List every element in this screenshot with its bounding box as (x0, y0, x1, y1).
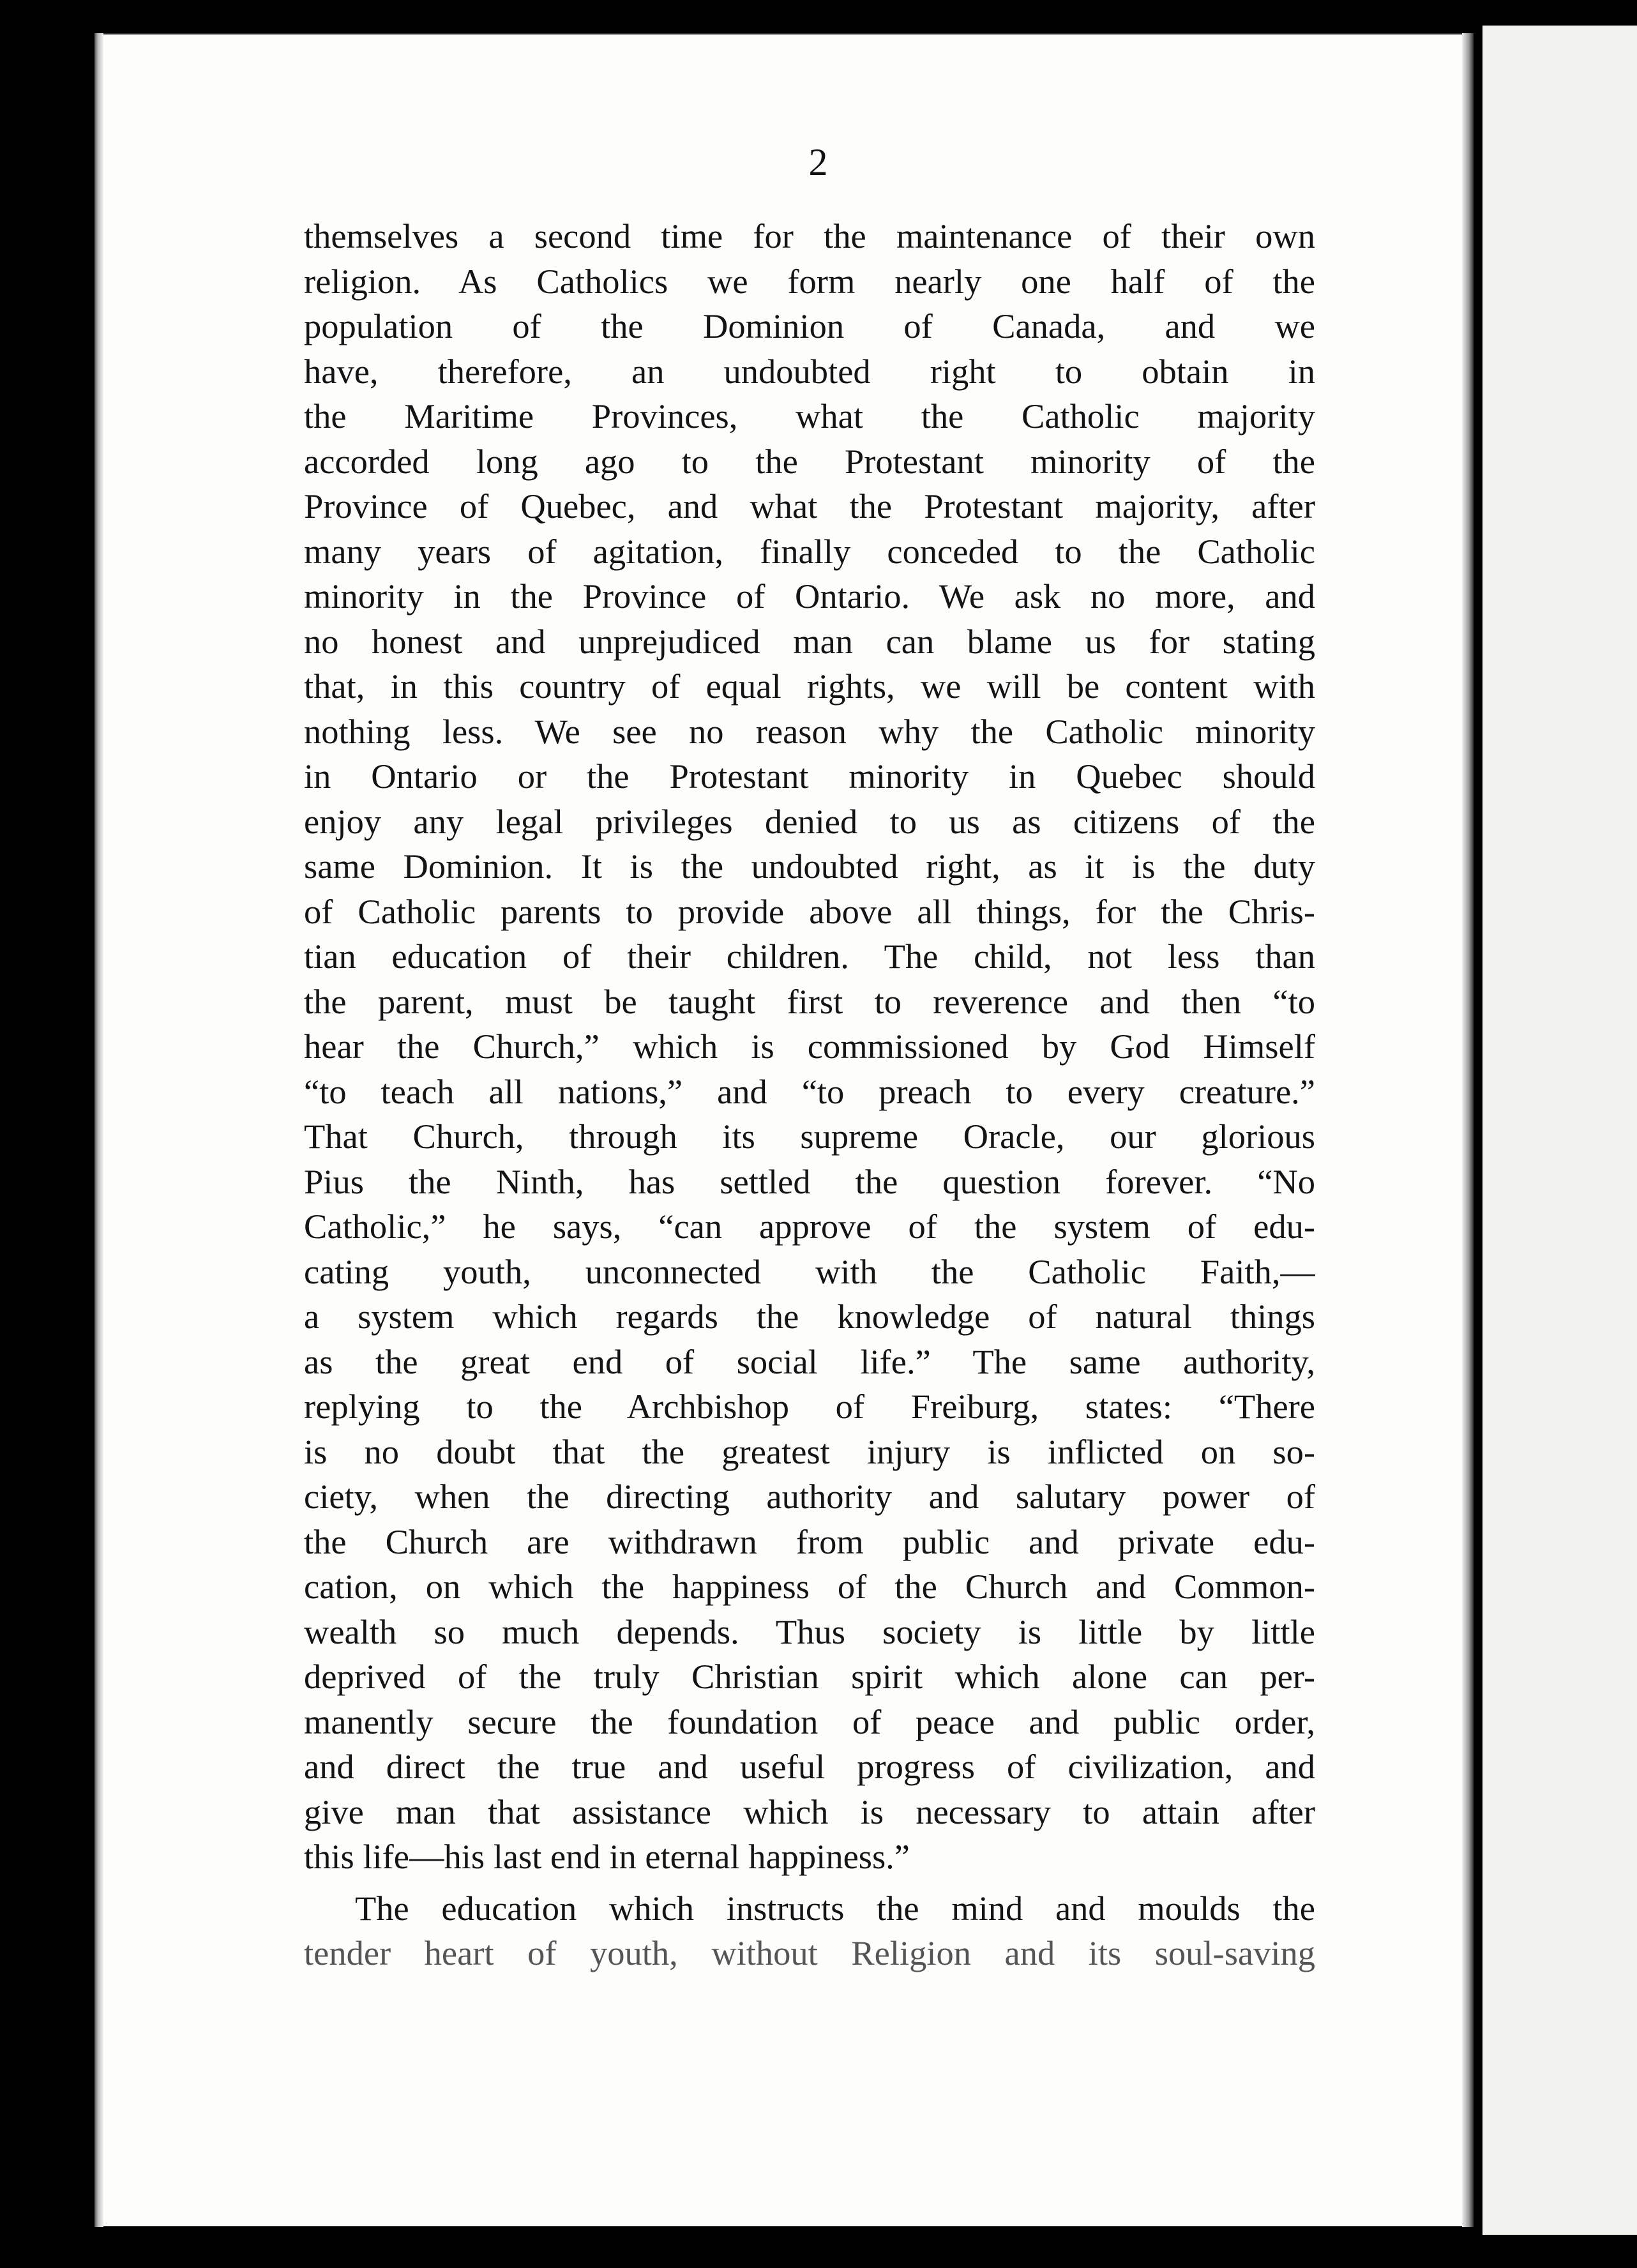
text-line: deprived of the truly Christian spirit which alone can per- (304, 1657, 1315, 1696)
text-line: many years of agitation, finally conceded to the Catholic (304, 531, 1315, 571)
text-line: same Dominion. It is the undoubted right, as it is the duty (304, 847, 1315, 886)
text-line: is no doubt that the greatest injury is inflicted on so- (304, 1432, 1315, 1471)
text-line: and direct the true and useful progress of civilization, and (304, 1747, 1315, 1786)
text-line: Province of Quebec, and what the Protestant majority, after (304, 487, 1315, 525)
text-line: accorded long ago to the Protestant minority of the (304, 441, 1315, 481)
text-line: population of the Dominion of Canada, and we (304, 306, 1315, 345)
text-line: a system which regards the knowledge of natural things (304, 1297, 1315, 1336)
text-line: the Church are withdrawn from public and private edu- (304, 1522, 1315, 1561)
text-line: the parent, must be taught first to reverence and then “to (304, 981, 1315, 1021)
text-line: the Maritime Provinces, what the Catholic majority (304, 397, 1315, 435)
page-edge-left (94, 33, 103, 2227)
page-number: 2 (808, 141, 829, 183)
text-line: that, in this country of equal rights, we will be content with (304, 667, 1315, 706)
text-line: have, therefore, an undoubted right to obtain in (304, 351, 1315, 391)
text-line: hear the Church,” which is commissioned by God Himself (304, 1027, 1315, 1066)
text-line: The education which instructs the mind and moulds the (355, 1888, 1315, 1928)
adjacent-page (1480, 26, 1637, 2235)
paragraph (304, 214, 1315, 1880)
text-line: of Catholic parents to provide above all things, for the Chris- (304, 891, 1315, 931)
text-line: minority in the Province of Ontario. We ask no more, and (304, 577, 1315, 616)
page-edge-right (1462, 33, 1474, 2227)
text-line: That Church, through its supreme Oracle, our glorious (304, 1117, 1315, 1156)
text-line: cation, on which the happiness of the Church and Common- (304, 1567, 1315, 1606)
text-line: nothing less. We see no reason why the Catholic minority (304, 711, 1315, 751)
text-line: this life—his last end in eternal happiness.” (304, 1837, 910, 1876)
text-line: replying to the Archbishop of Freiburg, states: “There (304, 1387, 1315, 1426)
body-text (304, 214, 1315, 1976)
text-line: no honest and unprejudiced man can blame us for stating (304, 621, 1315, 661)
text-line: “to teach all nations,” and “to preach to every creature.” (304, 1071, 1315, 1111)
text-line: Catholic,” he says, “can approve of the system of edu- (304, 1207, 1315, 1246)
text-line: give man that assistance which is necessary to attain after (304, 1792, 1315, 1831)
paragraph-gap (304, 1880, 1315, 1886)
text-line: wealth so much depends. Thus society is little by little (304, 1612, 1315, 1651)
text-line: in Ontario or the Protestant minority in Quebec should (304, 757, 1315, 796)
text-line: tian education of their children. The child, not less than (304, 937, 1315, 976)
text-line: ciety, when the directing authority and salutary power of (304, 1477, 1315, 1516)
text-line: tender heart of youth, without Religion and its soul-saving (304, 1933, 1315, 1972)
text-line: religion. As Catholics we form nearly one half of the (304, 261, 1315, 301)
text-line: themselves a second time for the maintenance of their own (304, 216, 1315, 255)
paragraph (304, 1880, 1315, 1976)
text-line: manently secure the foundation of peace and public order, (304, 1702, 1315, 1741)
text-line: cating youth, unconnected with the Catholic Faith,— (304, 1251, 1315, 1291)
text-line: Pius the Ninth, has settled the question forever. “No (304, 1161, 1315, 1201)
text-line: as the great end of social life.” The same authority, (304, 1342, 1315, 1381)
text-line: enjoy any legal privileges denied to us as citizens of the (304, 801, 1315, 841)
